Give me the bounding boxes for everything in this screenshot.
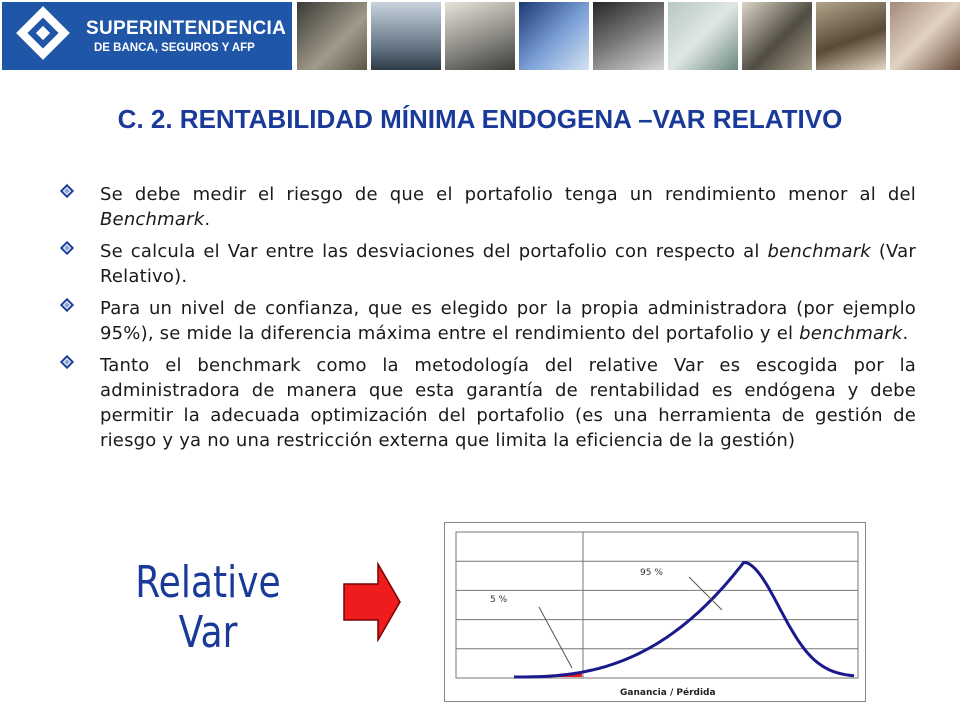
bullet-text: Se debe medir el riesgo de que el portafolio tenga un rendimiento menor al del Benchmark. [100, 184, 916, 230]
slide-title: C. 2. RENTABILIDAD MÍNIMA ENDOGENA –VAR RELATIVO [117, 104, 843, 134]
cards-photo [297, 2, 367, 70]
logo-subtitle: DE BANCA, SEGUROS Y AFP [94, 42, 255, 54]
bullet-item [58, 239, 916, 289]
bullet-item [58, 296, 916, 346]
sbs-logo [2, 2, 292, 70]
diamond-bullet-icon [60, 241, 74, 255]
bullet-text: Para un nivel de confianza, que es elegido por la propia administradora (por ejemplo 95%), se mide la diferencia máxima entre el rendimiento del portafolio y el benchmark. [100, 298, 916, 344]
relative-var-label [134, 558, 282, 658]
relative-var-line: Relative [135, 557, 281, 608]
photo-strip [297, 2, 960, 70]
relative-var-chart [444, 522, 866, 702]
keyboard-photo [445, 2, 515, 70]
header-banner [0, 0, 960, 74]
diamond-bullet-icon [60, 298, 74, 312]
bullet-item [58, 353, 916, 453]
documents-photo [816, 2, 886, 70]
logo-diamond-icon [16, 6, 70, 60]
handshake-photo [742, 2, 812, 70]
bullet-text: Se calcula el Var entre las desviaciones del portafolio con respecto al benchmark (Var Relativo). [100, 241, 916, 287]
card-terminal-photo [668, 2, 738, 70]
finance-photo [593, 2, 663, 70]
relative-var-line: Var [178, 607, 238, 658]
annotation-95-percent: 95 % [640, 568, 663, 578]
diamond-bullet-icon [60, 355, 74, 369]
meeting-photo [519, 2, 589, 70]
bullet-list [58, 182, 916, 460]
logo-title: SUPERINTENDENCIA [86, 18, 287, 39]
right-arrow-icon [342, 562, 402, 642]
bullet-text: Tanto el benchmark como la metodología del relative Var es escogida por la administradora de manera que esta garantía de rentabilidad es endógena y debe permitir la adecuada optimización del portafolio (es una herramienta de gestión de riesgo y ya no una restricción externa que limita la eficiencia de la gestión) [100, 355, 916, 451]
bullet-item [58, 182, 916, 232]
chart-frame [445, 523, 866, 702]
writing-photo [890, 2, 960, 70]
annotation-5-percent: 5 % [490, 595, 508, 605]
building-photo [371, 2, 441, 70]
diamond-bullet-icon [60, 184, 74, 198]
x-axis-label: Ganancia / Pérdida [620, 688, 716, 698]
